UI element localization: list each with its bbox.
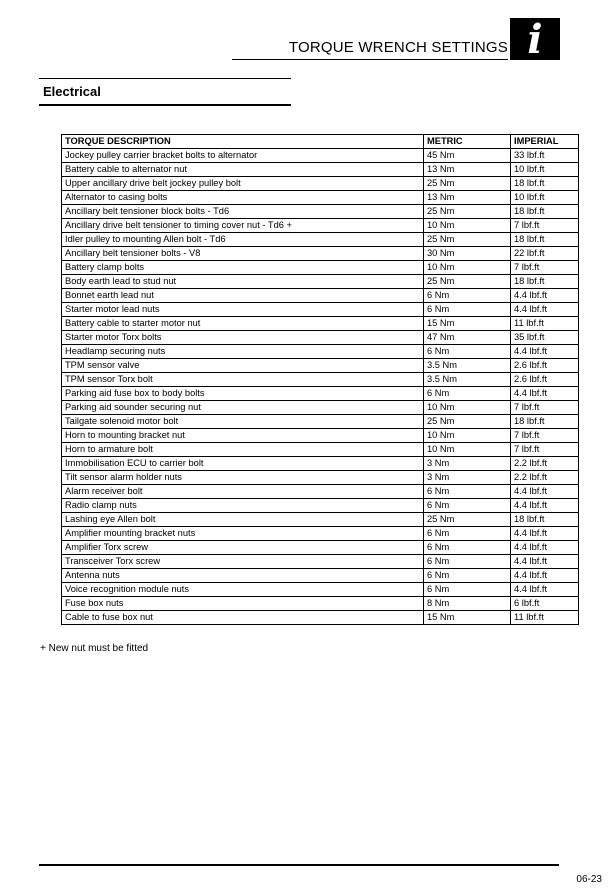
cell-imperial: 2.6 lbf.ft xyxy=(511,373,579,387)
cell-description: Battery clamp bolts xyxy=(62,261,424,275)
cell-imperial: 4.4 lbf.ft xyxy=(511,485,579,499)
table-row xyxy=(62,149,579,163)
torque-table xyxy=(61,134,579,625)
cell-description: Transceiver Torx screw xyxy=(62,555,424,569)
cell-description: Parking aid fuse box to body bolts xyxy=(62,387,424,401)
cell-imperial: 7 lbf.ft xyxy=(511,429,579,443)
cell-imperial: 2.2 lbf.ft xyxy=(511,471,579,485)
cell-description: Idler pulley to mounting Allen bolt - Td6 xyxy=(62,233,424,247)
cell-imperial: 4.4 lbf.ft xyxy=(511,569,579,583)
cell-metric: 6 Nm xyxy=(424,541,511,555)
cell-imperial: 4.4 lbf.ft xyxy=(511,555,579,569)
footer-rule xyxy=(39,864,559,866)
cell-imperial: 22 lbf.ft xyxy=(511,247,579,261)
column-header-description: TORQUE DESCRIPTION xyxy=(62,135,424,149)
cell-description: Fuse box nuts xyxy=(62,597,424,611)
table-row xyxy=(62,485,579,499)
cell-description: Body earth lead to stud nut xyxy=(62,275,424,289)
cell-description: Starter motor lead nuts xyxy=(62,303,424,317)
table-row xyxy=(62,261,579,275)
table-row xyxy=(62,429,579,443)
cell-description: Battery cable to starter motor nut xyxy=(62,317,424,331)
cell-imperial: 4.4 lbf.ft xyxy=(511,387,579,401)
cell-imperial: 33 lbf.ft xyxy=(511,149,579,163)
cell-metric: 10 Nm xyxy=(424,219,511,233)
table-row xyxy=(62,317,579,331)
column-header-imperial: IMPERIAL xyxy=(511,135,579,149)
table-row xyxy=(62,387,579,401)
cell-description: Amplifier Torx screw xyxy=(62,541,424,555)
cell-imperial: 4.4 lbf.ft xyxy=(511,345,579,359)
cell-metric: 13 Nm xyxy=(424,163,511,177)
cell-imperial: 4.4 lbf.ft xyxy=(511,583,579,597)
cell-imperial: 18 lbf.ft xyxy=(511,233,579,247)
cell-metric: 10 Nm xyxy=(424,261,511,275)
cell-metric: 3.5 Nm xyxy=(424,373,511,387)
section-title: Electrical xyxy=(43,84,101,99)
cell-description: Ancillary belt tensioner block bolts - Td6 xyxy=(62,205,424,219)
cell-metric: 6 Nm xyxy=(424,583,511,597)
cell-description: Antenna nuts xyxy=(62,569,424,583)
column-header-metric: METRIC xyxy=(424,135,511,149)
cell-description: Ancillary drive belt tensioner to timing cover nut - Td6 + xyxy=(62,219,424,233)
cell-metric: 6 Nm xyxy=(424,345,511,359)
section-rule-bottom xyxy=(39,104,291,106)
table-row xyxy=(62,611,579,625)
cell-description: Cable to fuse box nut xyxy=(62,611,424,625)
cell-description: Amplifier mounting bracket nuts xyxy=(62,527,424,541)
cell-imperial: 6 lbf.ft xyxy=(511,597,579,611)
cell-description: TPM sensor valve xyxy=(62,359,424,373)
table-row xyxy=(62,247,579,261)
cell-description: Starter motor Torx bolts xyxy=(62,331,424,345)
table-row xyxy=(62,401,579,415)
cell-metric: 25 Nm xyxy=(424,233,511,247)
cell-metric: 15 Nm xyxy=(424,611,511,625)
cell-metric: 6 Nm xyxy=(424,485,511,499)
cell-imperial: 4.4 lbf.ft xyxy=(511,289,579,303)
cell-metric: 13 Nm xyxy=(424,191,511,205)
cell-metric: 10 Nm xyxy=(424,443,511,457)
cell-metric: 30 Nm xyxy=(424,247,511,261)
table-row xyxy=(62,499,579,513)
table-row xyxy=(62,597,579,611)
cell-metric: 8 Nm xyxy=(424,597,511,611)
cell-imperial: 4.4 lbf.ft xyxy=(511,499,579,513)
table-row xyxy=(62,331,579,345)
cell-metric: 6 Nm xyxy=(424,303,511,317)
table-row xyxy=(62,191,579,205)
cell-description: Jockey pulley carrier bracket bolts to alternator xyxy=(62,149,424,163)
cell-metric: 10 Nm xyxy=(424,429,511,443)
cell-metric: 3 Nm xyxy=(424,471,511,485)
cell-metric: 6 Nm xyxy=(424,569,511,583)
cell-description: Horn to armature bolt xyxy=(62,443,424,457)
cell-metric: 45 Nm xyxy=(424,149,511,163)
cell-description: Alarm receiver bolt xyxy=(62,485,424,499)
cell-description: TPM sensor Torx bolt xyxy=(62,373,424,387)
info-glyph: i xyxy=(527,16,543,63)
cell-metric: 6 Nm xyxy=(424,499,511,513)
cell-imperial: 7 lbf.ft xyxy=(511,219,579,233)
cell-description: Alternator to casing bolts xyxy=(62,191,424,205)
cell-description: Parking aid sounder securing nut xyxy=(62,401,424,415)
table-row xyxy=(62,527,579,541)
cell-imperial: 18 lbf.ft xyxy=(511,513,579,527)
cell-metric: 15 Nm xyxy=(424,317,511,331)
cell-metric: 25 Nm xyxy=(424,205,511,219)
cell-imperial: 2.2 lbf.ft xyxy=(511,457,579,471)
cell-description: Tailgate solenoid motor bolt xyxy=(62,415,424,429)
cell-description: Horn to mounting bracket nut xyxy=(62,429,424,443)
page-number: 06-23 xyxy=(576,874,602,885)
cell-description: Ancillary belt tensioner bolts - V8 xyxy=(62,247,424,261)
cell-imperial: 18 lbf.ft xyxy=(511,205,579,219)
page-title: TORQUE WRENCH SETTINGS xyxy=(288,39,508,56)
table-row xyxy=(62,177,579,191)
table-row xyxy=(62,415,579,429)
table-row xyxy=(62,443,579,457)
table-row xyxy=(62,275,579,289)
table-row xyxy=(62,233,579,247)
cell-description: Radio clamp nuts xyxy=(62,499,424,513)
cell-metric: 6 Nm xyxy=(424,527,511,541)
cell-imperial: 11 lbf.ft xyxy=(511,317,579,331)
table-row xyxy=(62,457,579,471)
cell-metric: 6 Nm xyxy=(424,387,511,401)
cell-description: Lashing eye Allen bolt xyxy=(62,513,424,527)
cell-imperial: 4.4 lbf.ft xyxy=(511,303,579,317)
cell-metric: 6 Nm xyxy=(424,289,511,303)
table-row xyxy=(62,513,579,527)
cell-imperial: 10 lbf.ft xyxy=(511,191,579,205)
cell-description: Battery cable to alternator nut xyxy=(62,163,424,177)
cell-metric: 25 Nm xyxy=(424,275,511,289)
table-row xyxy=(62,555,579,569)
cell-metric: 25 Nm xyxy=(424,415,511,429)
cell-metric: 3.5 Nm xyxy=(424,359,511,373)
table-row xyxy=(62,373,579,387)
cell-metric: 47 Nm xyxy=(424,331,511,345)
table-row xyxy=(62,569,579,583)
table-row xyxy=(62,219,579,233)
cell-imperial: 7 lbf.ft xyxy=(511,261,579,275)
cell-metric: 10 Nm xyxy=(424,401,511,415)
cell-description: Headlamp securing nuts xyxy=(62,345,424,359)
table-row xyxy=(62,359,579,373)
section-rule-top xyxy=(39,78,291,79)
cell-description: Upper ancillary drive belt jockey pulley bolt xyxy=(62,177,424,191)
cell-imperial: 10 lbf.ft xyxy=(511,163,579,177)
cell-imperial: 4.4 lbf.ft xyxy=(511,527,579,541)
cell-imperial: 18 lbf.ft xyxy=(511,177,579,191)
footnote: + New nut must be fitted xyxy=(40,643,149,654)
table-row xyxy=(62,541,579,555)
cell-metric: 25 Nm xyxy=(424,177,511,191)
table-row xyxy=(62,205,579,219)
cell-description: Tilt sensor alarm holder nuts xyxy=(62,471,424,485)
cell-metric: 25 Nm xyxy=(424,513,511,527)
cell-description: Bonnet earth lead nut xyxy=(62,289,424,303)
cell-imperial: 7 lbf.ft xyxy=(511,443,579,457)
table-row xyxy=(62,303,579,317)
cell-imperial: 35 lbf.ft xyxy=(511,331,579,345)
cell-metric: 3 Nm xyxy=(424,457,511,471)
table-row xyxy=(62,289,579,303)
cell-description: Immobilisation ECU to carrier bolt xyxy=(62,457,424,471)
table-row xyxy=(62,471,579,485)
cell-imperial: 7 lbf.ft xyxy=(511,401,579,415)
cell-imperial: 18 lbf.ft xyxy=(511,415,579,429)
table-row xyxy=(62,163,579,177)
cell-imperial: 11 lbf.ft xyxy=(511,611,579,625)
table-row xyxy=(62,583,579,597)
info-i-icon xyxy=(510,16,560,63)
header-rule xyxy=(232,59,508,60)
cell-description: Voice recognition module nuts xyxy=(62,583,424,597)
table-row xyxy=(62,345,579,359)
cell-imperial: 4.4 lbf.ft xyxy=(511,541,579,555)
cell-metric: 6 Nm xyxy=(424,555,511,569)
table-header-row xyxy=(62,135,579,149)
cell-imperial: 18 lbf.ft xyxy=(511,275,579,289)
cell-imperial: 2.6 lbf.ft xyxy=(511,359,579,373)
